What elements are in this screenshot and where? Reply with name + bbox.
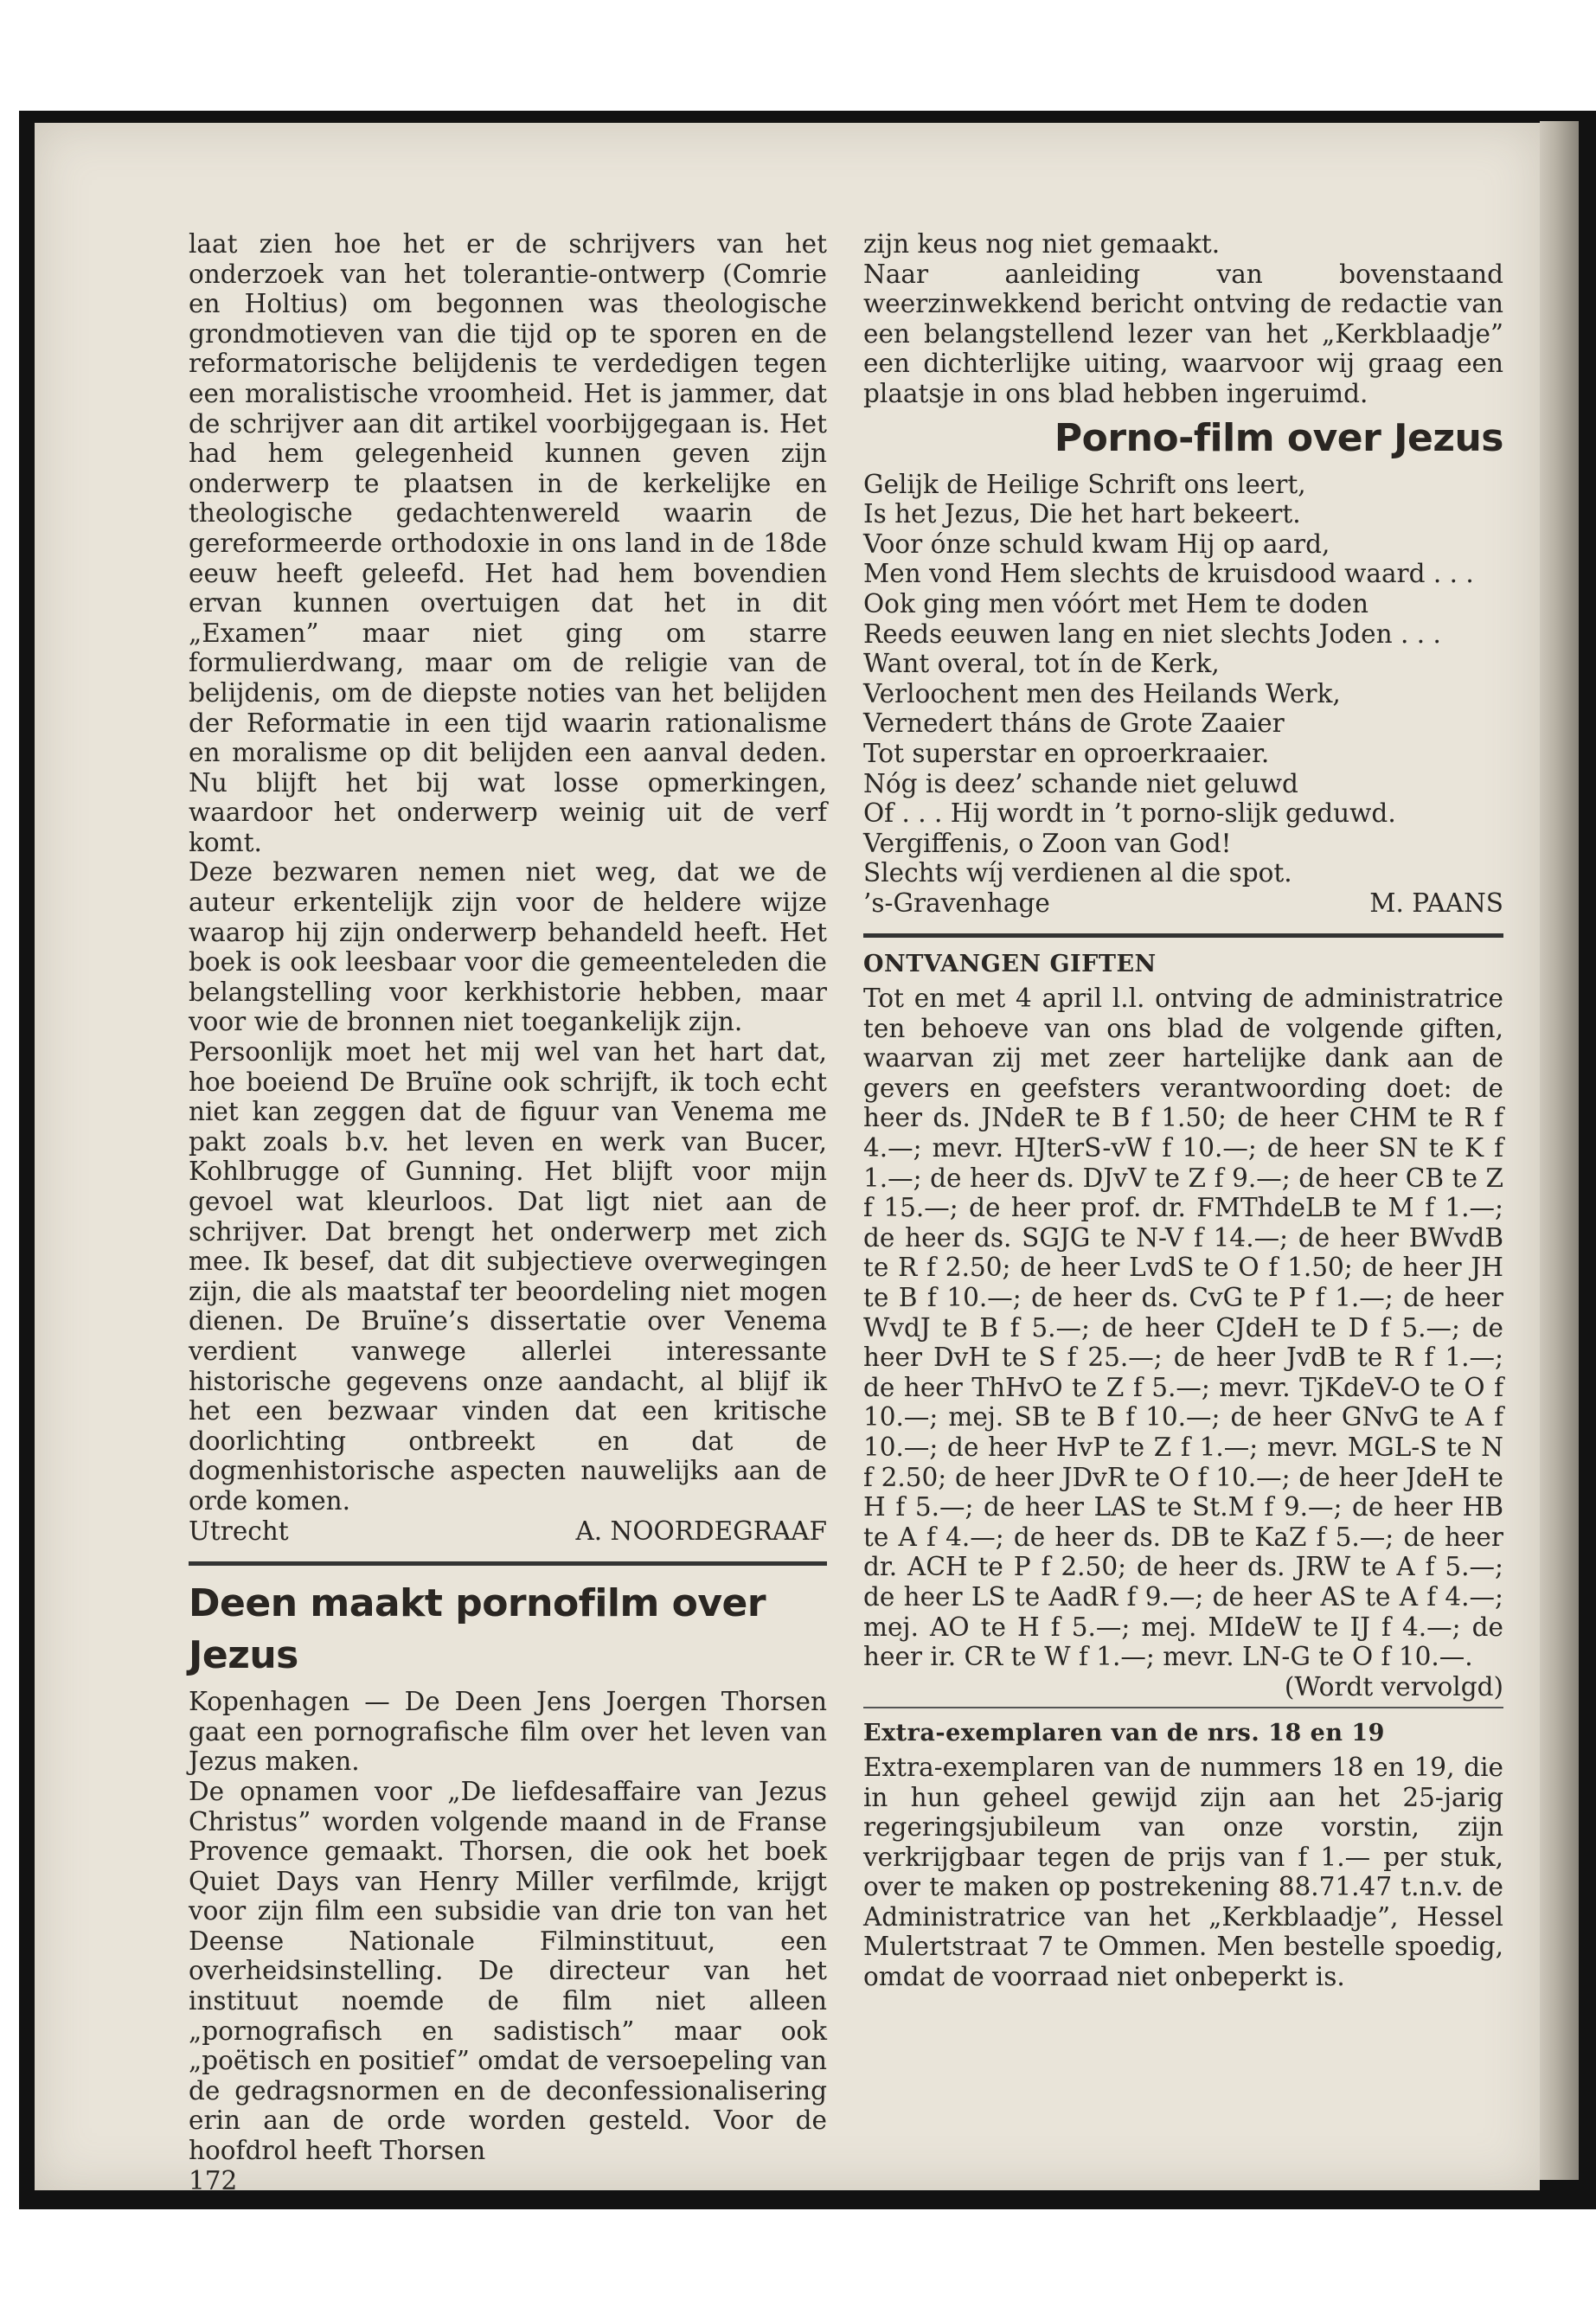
news-paragraph: Kopenhagen — De Deen Jens Joergen Thorsen gaat een pornografische film over het leven van Jezus maken.: [189, 1687, 827, 1777]
poem-line: Slechts wíj verdienen al die spot.: [863, 858, 1292, 888]
page-edge: [1540, 121, 1579, 2180]
poem-line: Men vond Hem slechts de kruisdood waard . . .: [863, 559, 1474, 589]
review-paragraph: Deze bezwaren nemen niet weg, dat we de auteur erkentelijk zijn voor de heldere wijze waarop hij zijn onderwerp behandeld heeft. Het boek is ook leesbaar voor die gemeenteleden die belangstelling voor kerkhistorie hebben, maar voor wie de bronnen niet toegankelijk zijn.: [189, 857, 827, 1037]
poem-title: Porno-film over Jezus: [1054, 415, 1503, 460]
right-column: [863, 229, 1503, 1992]
extra-copies-heading: Extra-exemplaren van de nrs. 18 en 19: [863, 1720, 1385, 1747]
page-number: 172: [189, 2165, 238, 2195]
poem-line: Gelijk de Heilige Schrift ons leert,: [863, 469, 1306, 499]
poem-author: M. PAANS: [1369, 888, 1503, 918]
continued-note: (Wordt vervolgd): [1284, 1671, 1503, 1702]
review-signature: [189, 1516, 827, 1547]
poem-line: Voor ónze schuld kwam Hij op aard,: [863, 529, 1330, 559]
extra-copies-paragraph: Extra-exemplaren van de nummers 18 en 19, die in hun geheel gewijd zijn aan het 25-jarig regeringsjubileum van onze vorstin, zijn verkrijgbaar tegen de prijs van f 1.— per stuk, over te maken op postrekening 88.71.47 t.n.v. de Administratrice van het „Kerkblaadje”, Hessel Mulertstraat 7 te Ommen. Men bestelle spoedig, omdat de voorraad niet onbeperkt is.: [863, 1752, 1503, 1992]
section-divider: [863, 933, 1503, 938]
news-headline: Deen maakt pornofilm over Jezus: [189, 1581, 766, 1678]
gifts-heading: ONTVANGEN GIFTEN: [863, 951, 1157, 978]
review-paragraph: Persoonlijk moet het mij wel van het hart dat, hoe boeiend De Bruïne ook schrijft, ik toch echt niet kan zeggen dat de figuur van Venema me pakt zoals b.v. het leven en werk van Bucer, Kohlbrugge of Gunning. Het blijft voor mijn gevoel wat kleurloos. Dat ligt niet aan de schrijver. Dat brengt het onderwerp met zich mee. Ik besef, dat dit subjectieve overwegingen zijn, die als maatstaf ter beoordeling niet mogen dienen. De Bruïne’s dissertatie over Venema verdient vanwege allerlei interessante historische gegevens onze aandacht, al blijf ik het een bezwaar vinden dat een kritische doorlichting ontbreekt en dat de dogmenhistorische aspecten nauwelijks aan de orde komen.: [189, 1037, 827, 1516]
signature-place: Utrecht: [189, 1516, 289, 1546]
poem-line: Reeds eeuwen lang en niet slechts Joden . . .: [863, 619, 1441, 649]
poem-line: Tot superstar en oproerkraaier.: [863, 738, 1270, 768]
review-paragraph: laat zien hoe het er de schrijvers van het onderzoek van het tolerantie-ontwerp (Comrie en Holtius) om begonnen was theologische grondmotieven van die tijd op te sporen en de reformatorische belijdenis te verdedigen tegen een moralistische vroomheid. Het is jammer, dat de schrijver aan dit artikel voorbijgegaan is. Het had hem gelegenheid kunnen geven zijn onderwerp te plaatsen in de kerkelijke en theologische gedachtenwereld waarin de gereformeerde orthodoxie in ons land in de 18de eeuw heeft geleefd. Het had hem bovendien ervan kunnen overtuigen dat het in dit „Examen” maar niet ging om starre formulierdwang, maar om de religie van de belijdenis, om de diepste noties van het belijden der Reformatie in een tijd waarin rationalisme en moralisme op dit belijden een aanval deden. Nu blijft het bij wat losse opmerkingen, waardoor het onderwerp weinig uit de verf komt.: [189, 229, 827, 857]
poem-signature: [863, 888, 1503, 919]
poem-line: Nóg is deez’ schande niet geluwd: [863, 768, 1298, 798]
poem: [863, 470, 1503, 888]
poem-line: Vergiffenis, o Zoon van God!: [863, 828, 1232, 858]
poem-line: Verloochent men des Heilands Werk,: [863, 678, 1341, 708]
intro-line: zijn keus nog niet gemaakt.: [863, 229, 1221, 259]
poem-line: Ook ging men vóórt met Hem te doden: [863, 588, 1368, 619]
poem-line: Vernedert tháns de Grote Zaaier: [863, 708, 1285, 739]
poem-line: Want overal, tot ín de Kerk,: [863, 649, 1220, 679]
poem-line: Of . . . Hij wordt in ’t porno-slijk geduwd.: [863, 798, 1396, 829]
left-column: [189, 229, 827, 2195]
intro-paragraph: Naar aanleiding van bovenstaand weerzinwekkend bericht ontving de redactie van een belangstellend lezer van het „Kerkblaadje” een dichterlijke uiting, waarvoor wij graag een plaatsje in ons blad hebben ingeruimd.: [863, 259, 1503, 408]
signature-author: A. NOORDEGRAAF: [575, 1516, 827, 1546]
section-divider: [189, 1561, 827, 1566]
poem-line: Is het Jezus, Die het hart bekeert.: [863, 499, 1301, 529]
section-divider: [863, 1707, 1503, 1708]
poem-place: ’s-Gravenhage: [863, 888, 1050, 918]
news-paragraph: De opnamen voor „De liefdesaffaire van Jezus Christus” worden volgende maand in de Franse Provence gemaakt. Thorsen, die ook het boek Quiet Days van Henry Miller verfilmde, krijgt voor zijn film een subsidie van drie ton van het Deense Nationale Filminstituut, een overheidsinstelling. De directeur van het instituut noemde de film niet alleen „pornografisch en sadistisch” maar ook „poëtisch en positief” omdat de versoepeling van de gedragsnormen en de deconfessionalisering erin aan de orde worden gesteld. Voor de hoofdrol heeft Thorsen: [189, 1776, 827, 2166]
gifts-paragraph: Tot en met 4 april l.l. ontving de administratrice ten behoeve van ons blad de volgende giften, waarvan zij met zeer hartelijke dank aan de gevers en geefsters verantwoording doet: de heer ds. JNdeR te B f 1.50; de heer CHM te R f 4.—; mevr. HJterS-vW f 10.—; de heer SN te K f 1.—; de heer ds. DJvV te Z f 9.—; de heer CB te Z f 15.—; de heer prof. dr. FMThdeLB te M f 1.—; de heer ds. SGJG te N-V f 14.—; de heer BWvdB te R f 2.50; de heer LvdS te O f 1.50; de heer JH te B f 10.—; de heer ds. CvG te P f 1.—; de heer WvdJ te B f 5.—; de heer CJdeH te D f 5.—; de heer DvH te S f 25.—; de heer JvdB te R f 1.—; de heer ThHvO te Z f 5.—; mevr. TjKdeV-O te O f 10.—; mej. SB te B f 10.—; de heer GNvG te A f 10.—; de heer HvP te Z f 1.—; mevr. MGL-S te N f 2.50; de heer JDvR te O f 10.—; de heer JdeH te H f 5.—; de heer LAS te St.M f 9.—; de heer HB te A f 4.—; de heer ds. DB te KaZ f 5.—; de heer dr. ACH te P f 2.50; de heer ds. JRW te A f 5.—; de heer LS te AadR f 9.—; de heer AS te A f 4.—; mej. AO te H f 5.—; mej. MIdeW te IJ f 4.—; de heer ir. CR te W f 1.—; mevr. LN-G te O f 10.—.: [863, 984, 1503, 1672]
